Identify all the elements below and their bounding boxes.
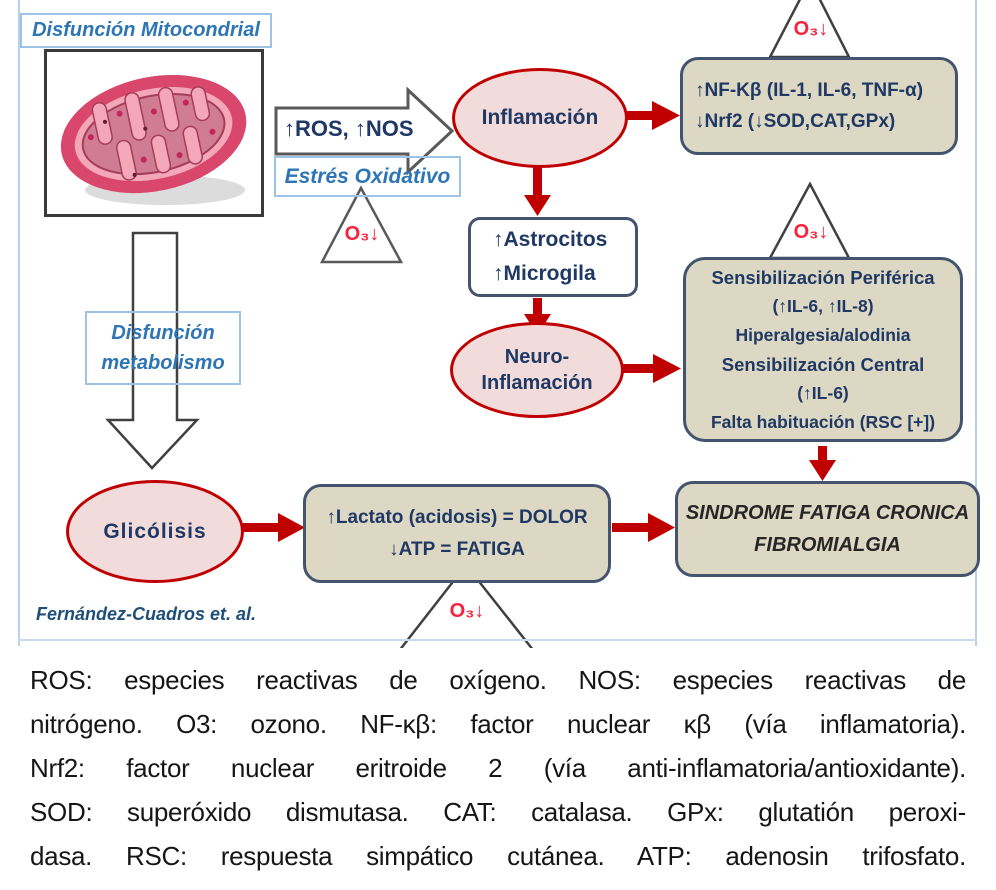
neuroinflammation-line2: Inflamación (481, 372, 593, 394)
metabolic-dysfunction-label (85, 311, 241, 385)
ros-nos-label (284, 116, 434, 142)
ros-nos-text: ↑ROS, ↑NOS (284, 116, 414, 141)
sensitization-line1: Sensibilización Periférica (711, 266, 935, 288)
mitochondria-illustration (47, 52, 261, 214)
sensitization-line2: (↑IL-6, ↑IL-8) (772, 295, 874, 316)
figure-caption (30, 658, 966, 878)
ozone-text: O₃↓ (344, 223, 380, 245)
metabolic-dysfunction-line2: metabolismo (101, 352, 225, 374)
ozone-label-left (333, 223, 391, 246)
mitochondrial-dysfunction-text: Disfunción Mitocondrial (32, 19, 260, 41)
mitochondrial-dysfunction-label (20, 13, 272, 48)
sensitization-line6: Falta habituación (RSC [+]) (710, 411, 936, 432)
syndrome-line1: SINDROME FATIGA CRONICA (685, 502, 970, 524)
metabolic-dysfunction-line1: Disfunción (111, 322, 215, 344)
inflammation-node (452, 68, 628, 168)
nfkb-line2: ↓Nrf2 (↓SOD,CAT,GPx) (695, 111, 896, 132)
caption-line: Nrf2: factor nuclear eritroide 2 (vía anti-inflamatoria/antioxidante). (30, 753, 966, 783)
lactate-line2: ↓ATP = FATIGA (389, 538, 525, 560)
glycolysis-text: Glicólisis (103, 519, 207, 543)
sensitization-line4: Sensibilización Central (721, 353, 925, 375)
ozone-text: O₃↓ (793, 221, 829, 243)
sensitization-box (683, 257, 963, 442)
neuroinflammation-line1: Neuro- (504, 346, 570, 368)
oxidative-stress-label (274, 156, 461, 197)
ozone-text: O₃↓ (793, 18, 829, 40)
lactate-box (303, 484, 611, 583)
oxidative-stress-text: Estrés Oxidativo (284, 164, 451, 188)
ozone-text: O₃↓ (449, 600, 485, 622)
sensitization-line3: Hiperalgesia/alodinia (735, 324, 911, 345)
ozone-label-bottom (438, 600, 496, 623)
syndrome-line2: FIBROMIALGIA (754, 534, 901, 556)
astrocytes-box (468, 217, 638, 297)
nfkb-line1: ↑NF-Κβ (IL-1, IL-6, TNF-α) (695, 80, 924, 101)
astrocytes-line2: ↑Microgila (493, 262, 596, 285)
syndrome-box (675, 481, 980, 577)
frame-left-line (18, 0, 20, 646)
ozone-label-mid (782, 221, 840, 244)
nfkb-box (680, 57, 958, 155)
mitochondria-image-frame (44, 49, 264, 217)
astrocytes-line1: ↑Astrocitos (493, 228, 608, 251)
lactate-line1: ↑Lactato (acidosis) = DOLOR (326, 506, 588, 528)
glycolysis-node (66, 480, 244, 583)
caption-line: ROS: especies reactivas de oxígeno. NOS: especies reactivas de (30, 665, 966, 695)
caption-line: SOD: superóxido dismutasa. CAT: catalasa. GPx: glutatión peroxi- (30, 797, 966, 827)
inflammation-text: Inflamación (481, 106, 599, 129)
attribution-text: Fernández-Cuadros et. al. (36, 604, 257, 624)
caption-line: nitrógeno. O3: ozono. NF-κβ: factor nuclear κβ (vía inflamatoria). (30, 709, 966, 739)
frame-bottom-line (18, 639, 977, 641)
sensitization-line5: (↑IL-6) (797, 382, 849, 403)
attribution (36, 604, 256, 625)
ozone-label-top (782, 18, 840, 41)
neuroinflammation-node (450, 322, 624, 418)
caption-line: dasa. RSC: respuesta simpático cutánea. ATP: adenosin trifosfato. (30, 841, 966, 871)
